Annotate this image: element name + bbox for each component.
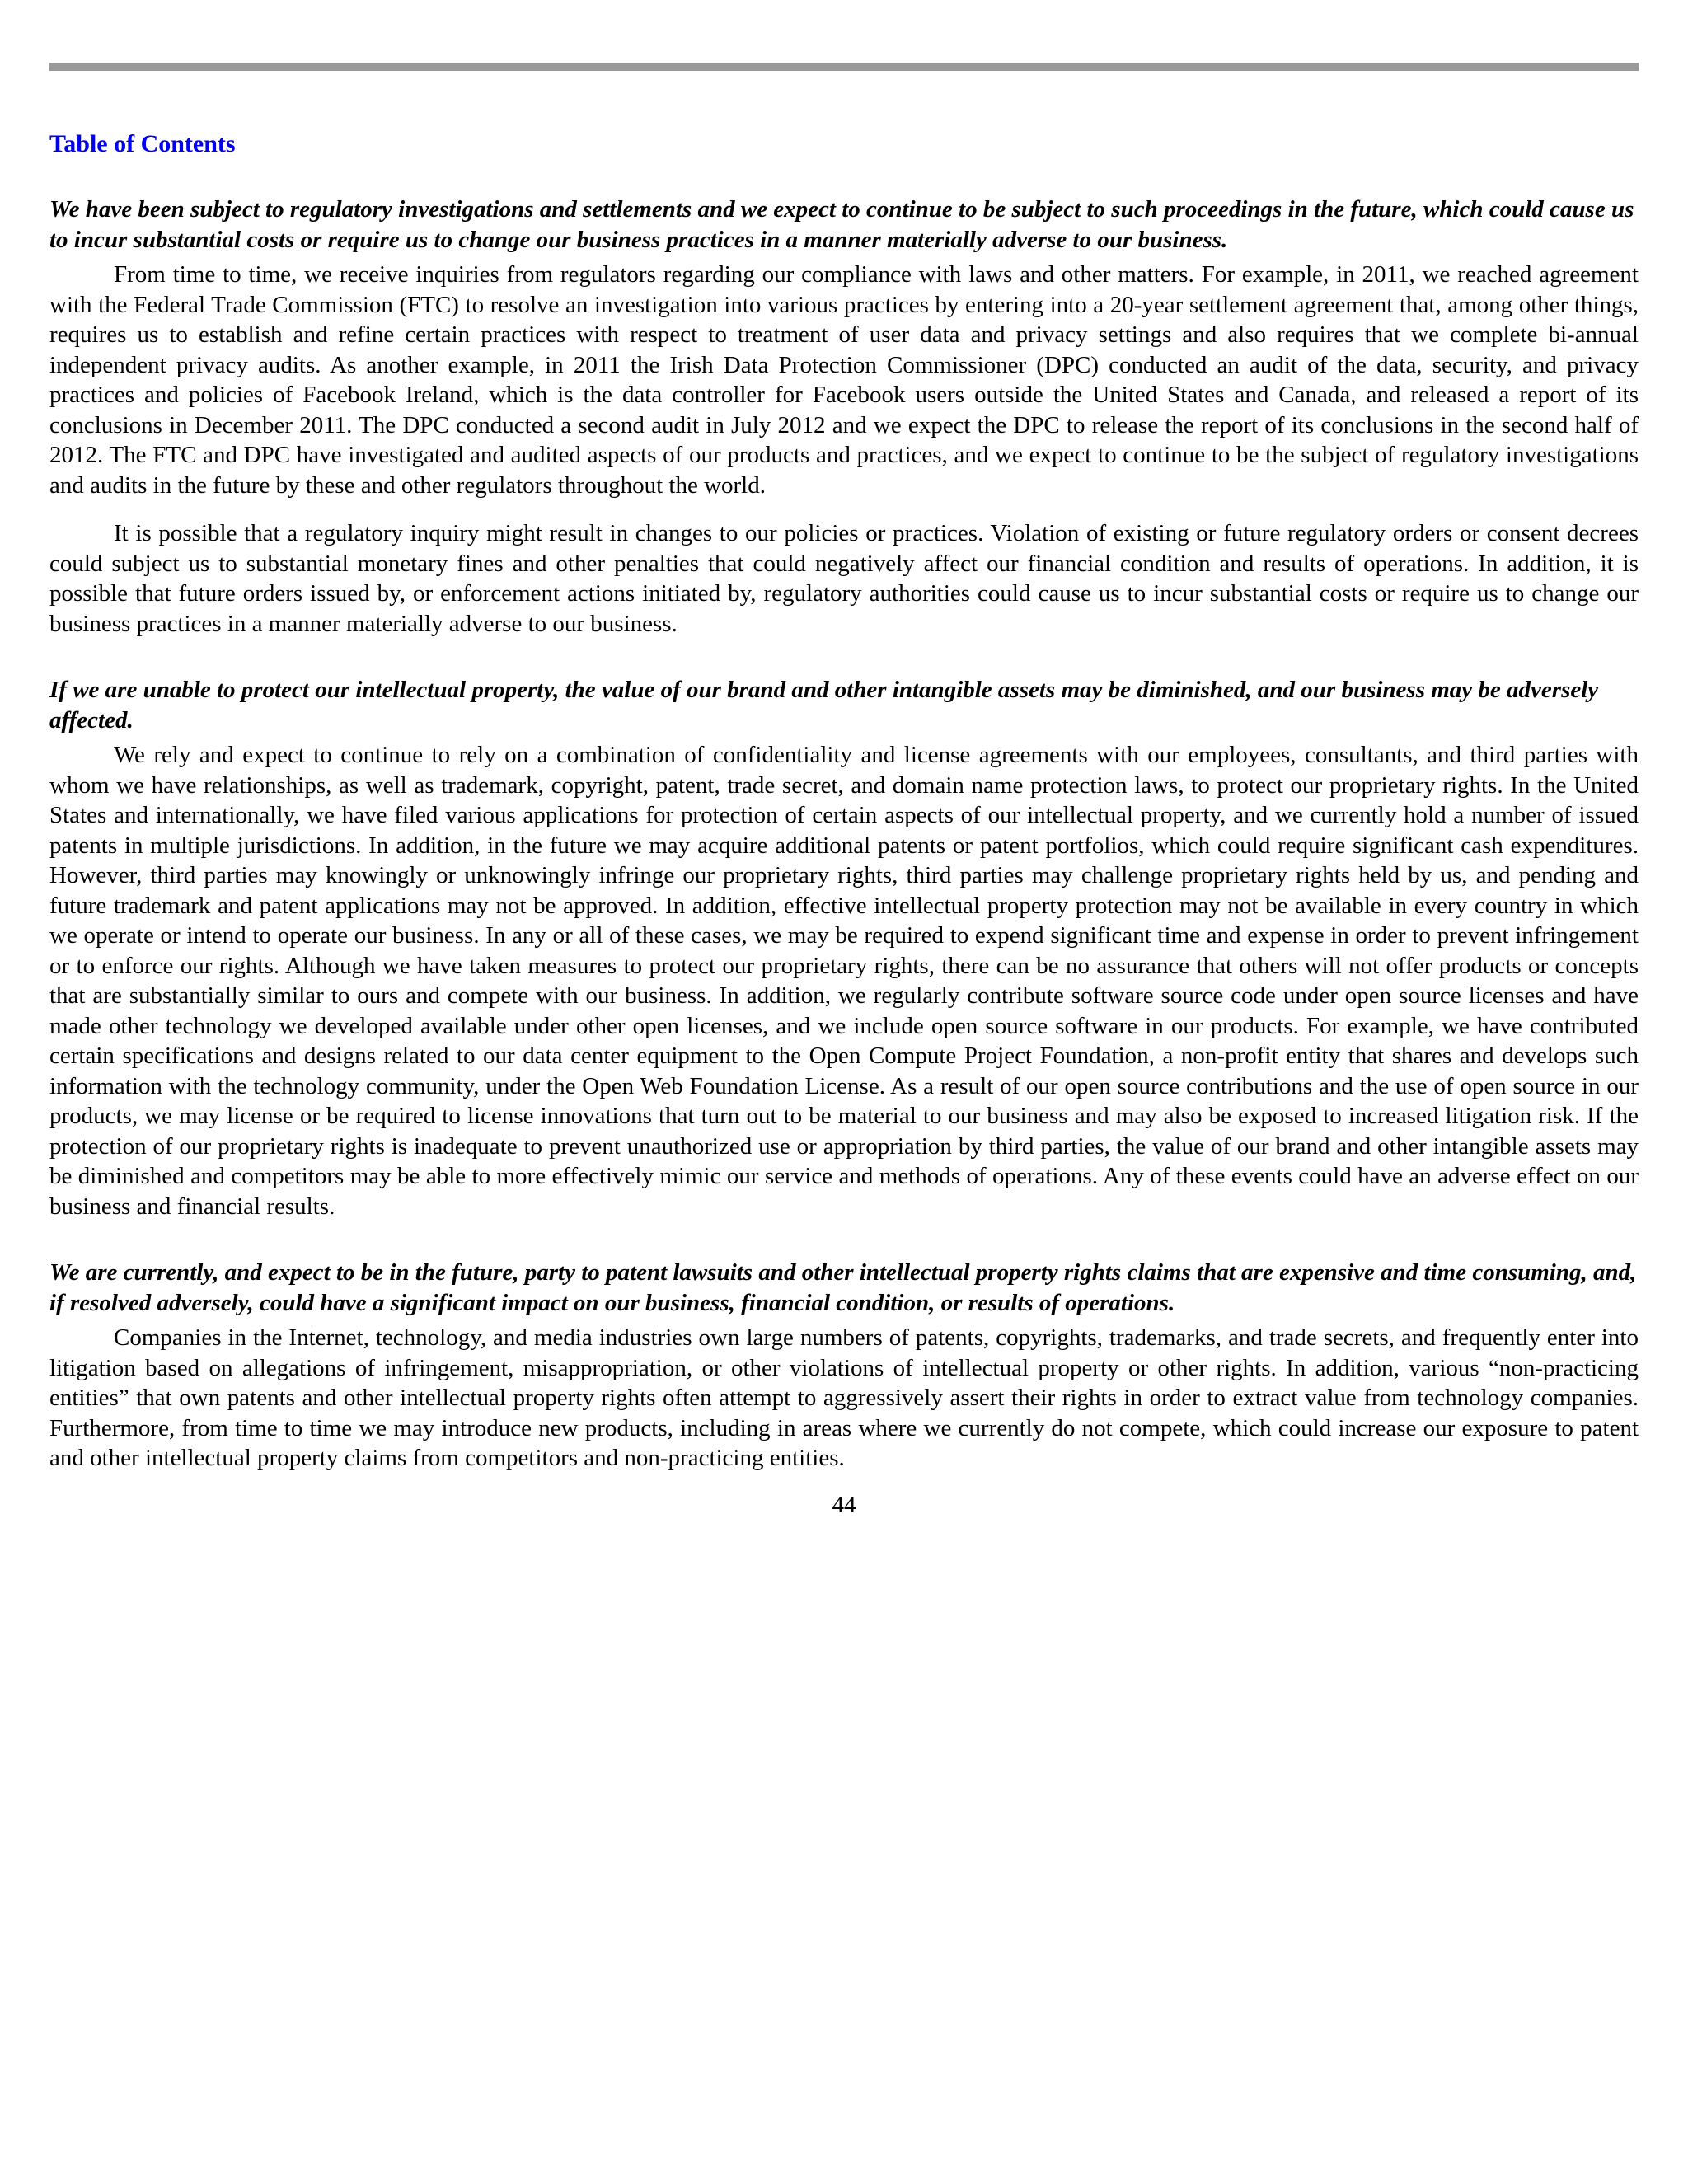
section-intellectual-property: [49, 675, 1639, 1221]
body-paragraph: Companies in the Internet, technology, and media industries own large numbers of patents, copyrights, trademarks, and trade secrets, and frequently enter into litigation based on allegations of infringement, misappropriation, or other violations of intellectual property or other rights. In addition, various “non-practicing entities” that own patents and other intellectual property rights often attempt to aggressively assert their rights in order to extract value from technology companies. Furthermore, from time to time we may introduce new products, including in areas where we currently do not compete, which could increase our exposure to patent and other intellectual property claims from competitors and non-practicing entities.: [49, 1324, 1639, 1471]
body-paragraph: We rely and expect to continue to rely on a combination of confidentiality and license agreements with our employees, consultants, and third parties with whom we have relationships, as well as trademark, copyright, patent, trade secret, and domain name protection laws, to protect our proprietary rights. In the United States and internationally, we have filed various applications for protection of certain aspects of our intellectual property, and we currently hold a number of issued patents in multiple jurisdictions. In addition, in the future we may acquire additional patents or patent portfolios, which could require significant cash expenditures. However, third parties may knowingly or unknowingly infringe our proprietary rights, third parties may challenge proprietary rights held by us, and pending and future trademark and patent applications may not be approved. In addition, effective intellectual property protection may not be available in every country in which we operate or intend to operate our business. In any or all of these cases, we may be required to expend significant time and expense in order to prevent infringement or to enforce our rights. Although we have taken measures to protect our proprietary rights, there can be no assurance that others will not offer products or concepts that are substantially similar to ours and compete with our business. In addition, we regularly contribute software source code under open source licenses and have made other technology we developed available under other open licenses, and we include open source software in our products. For example, we have contributed certain specifications and designs related to our data center equipment to the Open Compute Project Foundation, a non-profit entity that shares and develops such information with the technology community, under the Open Web Foundation License. As a result of our open source contributions and the use of open source in our products, we may license or be required to license innovations that turn out to be material to our business and may also be exposed to increased litigation risk. If the protection of our proprietary rights is inadequate to prevent unauthorized use or appropriation by third parties, the value of our brand and other intangible assets may be diminished and competitors may be able to more effectively mimic our service and methods of operations. Any of these events could have an adverse effect on our business and financial results.: [49, 742, 1639, 1220]
top-rule: [49, 63, 1639, 71]
body-paragraph: From time to time, we receive inquiries from regulators regarding our compliance with laws and other matters. For example, in 2011, we reached agreement with the Federal Trade Commission (FTC) to resolve an investigation into various practices by entering into a 20-year settlement agreement that, among other things, requires us to establish and refine certain practices with respect to treatment of user data and privacy settings and also requires that we complete bi-annual independent privacy audits. As another example, in 2011 the Irish Data Protection Commissioner (DPC) conducted an audit of the data, security, and privacy practices and policies of Facebook Ireland, which is the data controller for Facebook users outside the United States and Canada, and released a report of its conclusions in December 2011. The DPC conducted a second audit in July 2012 and we expect the DPC to release the report of its conclusions in the second half of 2012. The FTC and DPC have investigated and audited aspects of our products and practices, and we expect to continue to be the subject of regulatory investigations and audits in the future by these and other regulators throughout the world.: [49, 261, 1639, 499]
page-number: 44: [832, 1491, 856, 1518]
section-regulatory-investigations: [49, 194, 1639, 639]
table-of-contents-link[interactable]: Table of Contents: [49, 130, 236, 157]
section-heading: We have been subject to regulatory investigations and settlements and we expect to continue to be subject to such proceedings in the future, which could cause us to incur substantial costs or require us to change our business practices in a manner materially adverse to our business.: [49, 196, 1634, 253]
section-heading: If we are unable to protect our intellectual property, the value of our brand and other intangible assets may be diminished, and our business may be adversely affected.: [49, 677, 1599, 733]
body-paragraph: It is possible that a regulatory inquiry might result in changes to our policies or practices. Violation of existing or future regulatory orders or consent decrees could subject us to substantial monetary fines and other penalties that could negatively affect our financial condition and results of operations. In addition, it is possible that future orders issued by, or enforcement actions initiated by, regulatory authorities could cause us to incur substantial costs or require us to change our business practices in a manner materially adverse to our business.: [49, 520, 1639, 637]
document-page: [49, 63, 1639, 1520]
section-patent-lawsuits: [49, 1258, 1639, 1474]
section-heading: We are currently, and expect to be in the future, party to patent lawsuits and other intellectual property rights claims that are expensive and time consuming, and, if resolved adversely, could have a significant impact on our business, financial condition, or results of operations.: [49, 1259, 1637, 1316]
